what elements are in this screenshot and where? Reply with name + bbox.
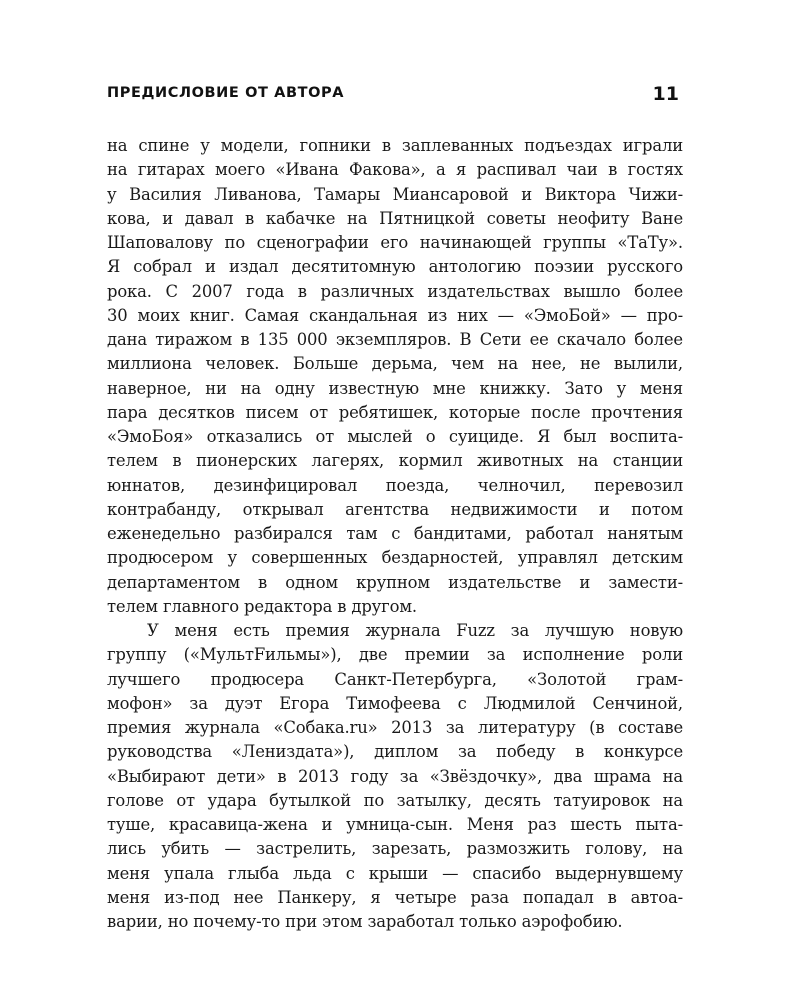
text-line: группу («МультFильмы»), две премии за исполнение роли — [107, 645, 683, 665]
text-line: «ЭмоБоя» отказались от мыслей о суициде. Я был воспита- — [107, 427, 683, 446]
text-line: премия журнала «Собака.ru» 2013 за литературу (в составе — [107, 718, 683, 737]
text-line: телем главного редактора в другом. — [107, 596, 417, 616]
text-line: контрабанду, открывал агентства недвижимости и потом — [107, 499, 683, 519]
text-line: на спине у модели, гопники в заплеванных подъездах играли — [107, 136, 683, 155]
text-line: Я собрал и издал десятитомную антологию поэзии русского — [107, 257, 683, 277]
text-line: продюсером у совершенных бездарностей, управлял детским — [107, 548, 683, 568]
text-line: наверное, ни на одну известную мне книжку. Зато у меня — [107, 378, 683, 398]
text-line: меня из-под нее Панкеру, я четыре раза попадал в автоа- — [107, 887, 683, 907]
body-text — [107, 134, 683, 934]
text-line: туше, красавица-жена и умница-сын. Меня раз шесть пыта- — [107, 815, 683, 834]
text-line: меня упала глыба льда с крыши — спасибо выдернувшему — [107, 863, 683, 883]
text-line: лись убить — застрелить, зарезать, размозжить голову, на — [107, 839, 683, 859]
running-header — [107, 83, 683, 109]
text-line: «Выбирают дети» в 2013 году за «Звёздочку», два шрама на — [107, 766, 683, 786]
text-line: еженедельно разбирался там с бандитами, работал нанятым — [107, 524, 683, 543]
page-number: 11 — [652, 83, 679, 105]
text-line: миллиона человек. Больше дерьма, чем на нее, не вылили, — [107, 354, 683, 374]
text-line: пара десятков писем от ребятишек, которые после прочтения — [107, 402, 683, 422]
text-line: 30 моих книг. Самая скандальная из них — «ЭмоБой» — про- — [107, 305, 683, 325]
text-line: у Василия Ливанова, Тамары Миансаровой и Виктора Чижи- — [107, 184, 683, 204]
text-line: мофон» за дуэт Егора Тимофеева с Людмилой Сенчиной, — [107, 693, 683, 713]
text-line: варии, но почему-то при этом заработал только аэрофобию. — [107, 912, 623, 931]
text-line: лучшего продюсера Санкт-Петербурга, «Золотой грам- — [107, 669, 683, 689]
text-line: департаментом в одном крупном издательстве и замести- — [107, 572, 683, 592]
text-line: дана тиражом в 135 000 экземпляров. В Сети ее скачало более — [107, 330, 683, 349]
text-line: кова, и давал в кабачке на Пятницкой советы неофиту Ване — [107, 208, 683, 228]
text-line: Шаповалову по сценографии его начинающей группы «ТаТу». — [107, 233, 683, 252]
paragraph-2 — [107, 619, 683, 934]
text-line: юннатов, дезинфицировал поезда, челночил, перевозил — [107, 475, 683, 495]
text-line: руководства «Лениздата»), диплом за победу в конкурсе — [107, 742, 683, 762]
text-line: телем в пионерских лагерях, кормил животных на станции — [107, 451, 683, 471]
text-line: У меня есть премия журнала Fuzz за лучшую новую — [147, 621, 683, 640]
text-line: на гитарах моего «Ивана Факова», а я распивал чаи в гостях — [107, 160, 683, 180]
section-title: ПРЕДИСЛОВИЕ ОТ АВТОРА — [107, 85, 345, 101]
paragraph-1 — [107, 134, 683, 619]
text-line: голове от удара бутылкой по затылку, десять татуировок на — [107, 790, 683, 810]
text-line: рока. С 2007 года в различных издательствах вышло более — [107, 281, 683, 301]
